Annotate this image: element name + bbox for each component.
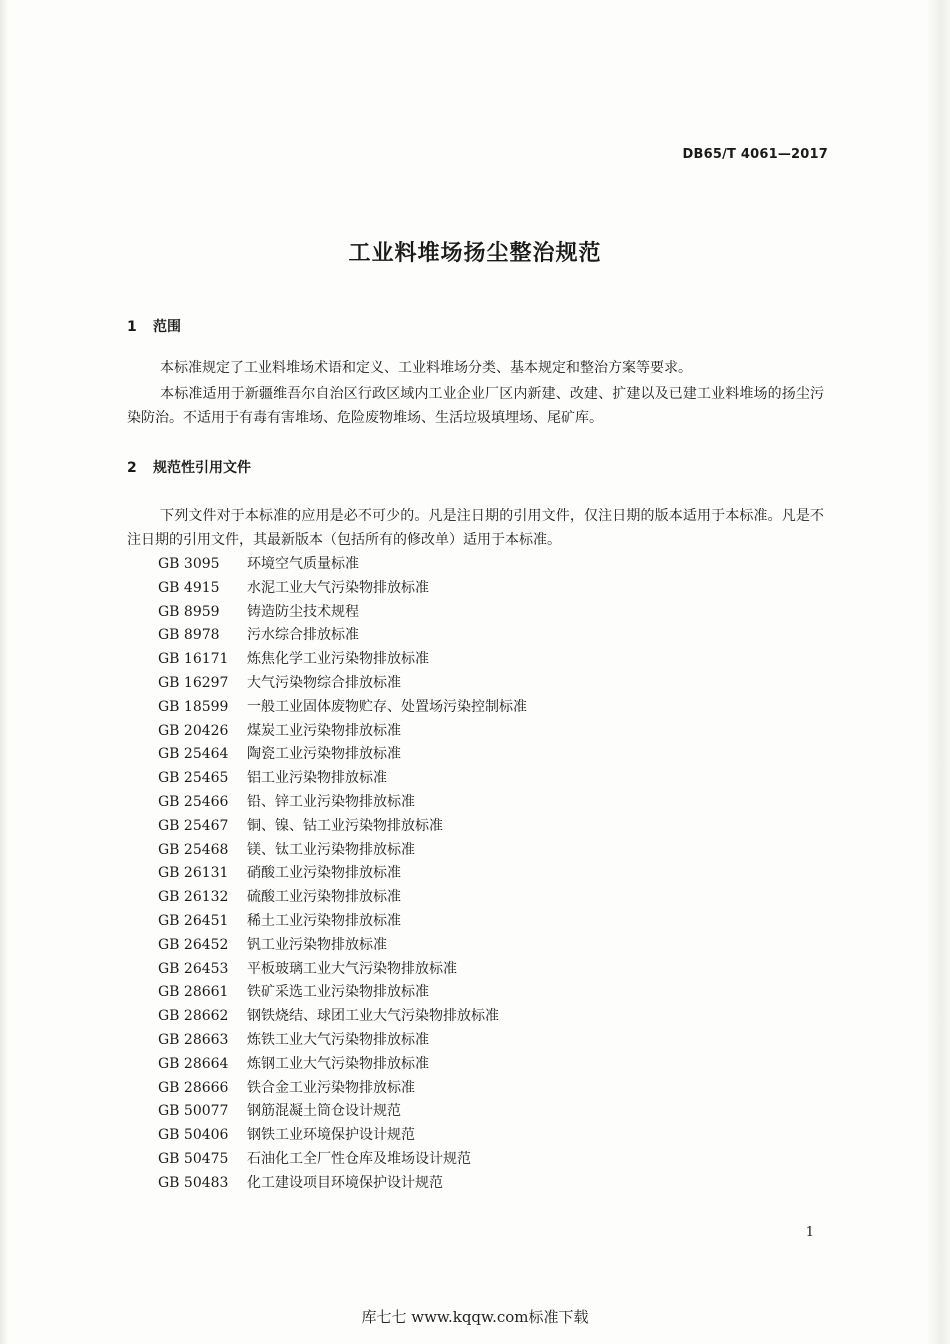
reference-title: 钢铁烧结、球团工业大气污染物排放标准	[247, 1008, 499, 1025]
scan-right-edge	[928, 0, 950, 1344]
reference-code: GB 50475	[158, 1150, 229, 1167]
reference-code: GB 26131	[158, 865, 229, 882]
reference-code: GB 25468	[158, 841, 229, 858]
reference-title: 铝工业污染物排放标准	[247, 770, 387, 787]
reference-title: 硫酸工业污染物排放标准	[247, 889, 401, 906]
reference-item	[158, 910, 527, 934]
footer-watermark: 库七七 www.kqqw.com标准下载	[361, 1308, 589, 1326]
reference-title: 铁合金工业污染物排放标准	[247, 1079, 415, 1096]
reference-title: 铜、镍、钴工业污染物排放标准	[247, 817, 443, 834]
reference-item	[158, 1124, 527, 1148]
reference-code: GB 25466	[158, 793, 229, 810]
section-2-paragraph-1: 下列文件对于本标准的应用是必不可少的。凡是注日期的引用文件，仅注日期的版本适用于本标准。凡是不注日期的引用文件，其最新版本（包括所有的修改单）适用于本标准。	[127, 508, 824, 548]
reference-title: 钢铁工业环境保护设计规范	[247, 1127, 415, 1144]
reference-item	[158, 624, 527, 648]
reference-item	[158, 577, 527, 601]
reference-title: 煤炭工业污染物排放标准	[247, 722, 401, 739]
reference-item	[158, 791, 527, 815]
section-title: 规范性引用文件	[153, 460, 251, 476]
reference-title: 平板玻璃工业大气污染物排放标准	[247, 960, 457, 977]
reference-item	[158, 934, 527, 958]
section-1-heading	[127, 316, 181, 336]
reference-title: 炼焦化学工业污染物排放标准	[247, 651, 429, 668]
reference-code: GB 25465	[158, 770, 229, 787]
reference-item	[158, 743, 527, 767]
reference-code: GB 8959	[158, 603, 220, 620]
reference-code: GB 26452	[158, 936, 229, 953]
page-number: 1	[805, 1225, 814, 1240]
reference-item	[158, 1148, 527, 1172]
reference-item	[158, 839, 527, 863]
reference-code: GB 28666	[158, 1079, 229, 1096]
reference-title: 钢筋混凝土筒仓设计规范	[247, 1103, 401, 1120]
reference-title: 大气污染物综合排放标准	[247, 674, 401, 691]
reference-code: GB 28662	[158, 1008, 229, 1025]
reference-title: 炼铁工业大气污染物排放标准	[247, 1031, 429, 1048]
reference-item	[158, 1172, 527, 1196]
reference-code: GB 20426	[158, 722, 229, 739]
reference-item	[158, 1053, 527, 1077]
section-2-heading	[127, 457, 251, 477]
section-number: 1	[127, 319, 137, 335]
document-code: DB65/T 4061—2017	[682, 147, 828, 162]
reference-item	[158, 767, 527, 791]
reference-title: 铅、锌工业污染物排放标准	[247, 793, 415, 810]
reference-title: 化工建设项目环境保护设计规范	[247, 1174, 443, 1191]
section-1-paragraph-1: 本标准规定了工业料堆场术语和定义、工业料堆场分类、基本规定和整治方案等要求。	[160, 360, 692, 376]
reference-code: GB 8978	[158, 627, 220, 644]
reference-title: 铸造防尘技术规程	[247, 603, 359, 620]
reference-item	[158, 601, 527, 625]
reference-title: 镁、钛工业污染物排放标准	[247, 841, 415, 858]
reference-item	[158, 696, 527, 720]
reference-item	[158, 648, 527, 672]
reference-title: 硝酸工业污染物排放标准	[247, 865, 401, 882]
reference-item	[158, 553, 527, 577]
reference-code: GB 16171	[158, 651, 229, 668]
reference-item	[158, 1077, 527, 1101]
reference-code: GB 26451	[158, 912, 229, 929]
reference-title: 稀土工业污染物排放标准	[247, 912, 401, 929]
reference-item	[158, 958, 527, 982]
reference-item	[158, 1100, 527, 1124]
section-number: 2	[127, 460, 137, 476]
reference-code: GB 16297	[158, 674, 229, 691]
reference-code: GB 50483	[158, 1174, 229, 1191]
reference-list	[158, 553, 527, 1196]
reference-title: 一般工业固体废物贮存、处置场污染控制标准	[247, 698, 527, 715]
reference-title: 环境空气质量标准	[247, 556, 359, 572]
reference-item	[158, 672, 527, 696]
reference-item	[158, 1029, 527, 1053]
reference-code: GB 25464	[158, 746, 229, 763]
reference-item	[158, 862, 527, 886]
reference-code: GB 26453	[158, 960, 229, 977]
scan-left-edge	[0, 0, 8, 1344]
reference-code: GB 3095	[158, 556, 220, 572]
reference-code: GB 50406	[158, 1127, 229, 1144]
reference-code: GB 26132	[158, 889, 229, 906]
reference-title: 钒工业污染物排放标准	[247, 936, 387, 953]
reference-code: GB 18599	[158, 698, 229, 715]
reference-code: GB 28664	[158, 1055, 229, 1072]
reference-title: 水泥工业大气污染物排放标准	[247, 579, 429, 596]
reference-title: 炼钢工业大气污染物排放标准	[247, 1055, 429, 1072]
document-title: 工业料堆场扬尘整治规范	[348, 241, 602, 266]
section-1-paragraph-2: 本标准适用于新疆维吾尔自治区行政区域内工业企业厂区内新建、改建、扩建以及已建工业料堆场的扬尘污染防治。不适用于有毒有害堆场、危险废物堆场、生活垃圾填埋场、尾矿库。	[127, 386, 824, 426]
reference-item	[158, 815, 527, 839]
reference-title: 石油化工全厂性仓库及堆场设计规范	[247, 1150, 471, 1167]
reference-title: 铁矿采选工业污染物排放标准	[247, 984, 429, 1001]
reference-title: 污水综合排放标准	[247, 627, 359, 644]
section-title: 范围	[153, 319, 181, 335]
reference-code: GB 4915	[158, 579, 220, 596]
reference-code: GB 28663	[158, 1031, 229, 1048]
reference-code: GB 28661	[158, 984, 229, 1001]
reference-item	[158, 1005, 527, 1029]
reference-code: GB 25467	[158, 817, 229, 834]
reference-item	[158, 981, 527, 1005]
reference-code: GB 50077	[158, 1103, 229, 1120]
reference-title: 陶瓷工业污染物排放标准	[247, 746, 401, 763]
reference-item	[158, 720, 527, 744]
reference-item	[158, 886, 527, 910]
